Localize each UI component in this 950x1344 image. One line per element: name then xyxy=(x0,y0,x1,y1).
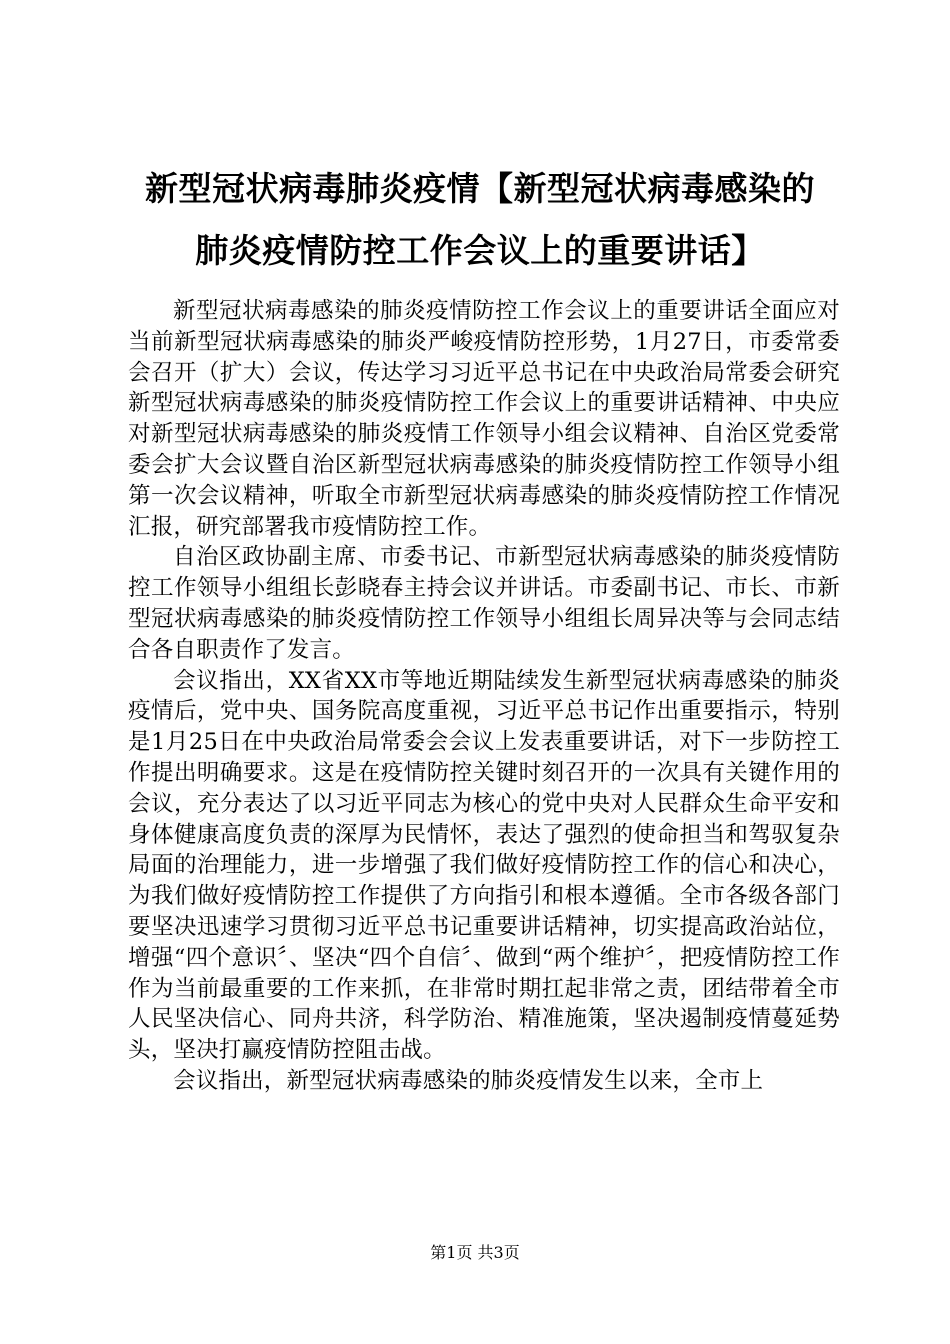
page-footer: 第1页 共3页 xyxy=(430,1243,520,1262)
title-line-2: 肺炎疫情防控工作会议上的重要讲话】 xyxy=(195,231,765,270)
paragraph-2: 自治区政协副主席、市委书记、市新型冠状病毒感染的肺炎疫情防控工作领导小组组长彭晓春主持会议并讲话。市委副书记、市长、市新型冠状病毒感染的肺炎疫情防控工作领导小组组长周异决等与会同志结合各自职责作了发言。 xyxy=(128,544,840,663)
document-body xyxy=(128,296,840,1097)
paragraph-3: 会议指出，XX省XX市等地近期陆续发生新型冠状病毒感染的肺炎疫情后，党中央、国务院高度重视，习近平总书记作出重要指示，特别是1月25日在中央政治局常委会会议上发表重要讲话，对下一步防控工作提出明确要求。这是在疫情防控关键时刻召开的一次具有关键作用的会议，充分表达了以习近平同志为核心的党中央对人民群众生命平安和身体健康高度负责的深厚为民情怀，表达了强烈的使命担当和驾驭复杂局面的治理能力，进一步增强了我们做好疫情防控工作的信心和决心，为我们做好疫情防控工作提供了方向指引和根本遵循。全市各级各部门要坚决迅速学习贯彻习近平总书记重要讲话精神，切实提高政治站位，增强“四个意识〞、坚决“四个自信〞、做到“两个维护〞，把疫情防控工作作为当前最重要的工作来抓，在非常时期扛起非常之责，团结带着全市人民坚决信心、同舟共济，科学防治、精准施策，坚决遏制疫情蔓延势头，坚决打赢疫情防控阻击战。 xyxy=(128,667,840,1064)
document-title xyxy=(120,158,840,282)
paragraph-4: 会议指出，新型冠状病毒感染的肺炎疫情发生以来，全市上 xyxy=(173,1067,764,1094)
title-line-1: 新型冠状病毒肺炎疫情【新型冠状病毒感染的 xyxy=(145,169,815,208)
paragraph-1: 新型冠状病毒感染的肺炎疫情防控工作会议上的重要讲话全面应对当前新型冠状病毒感染的肺炎严峻疫情防控形势，1月27日，市委常委会召开（扩大）会议，传达学习习近平总书记在中央政治局常委会研究新型冠状病毒感染的肺炎疫情防控工作会议上的重要讲话精神、中央应对新型冠状病毒感染的肺炎疫情工作领导小组会议精神、自治区党委常委会扩大会议暨自治区新型冠状病毒感染的肺炎疫情防控工作领导小组第一次会议精神，听取全市新型冠状病毒感染的肺炎疫情防控工作情况汇报，研究部署我市疫情防控工作。 xyxy=(128,298,840,540)
